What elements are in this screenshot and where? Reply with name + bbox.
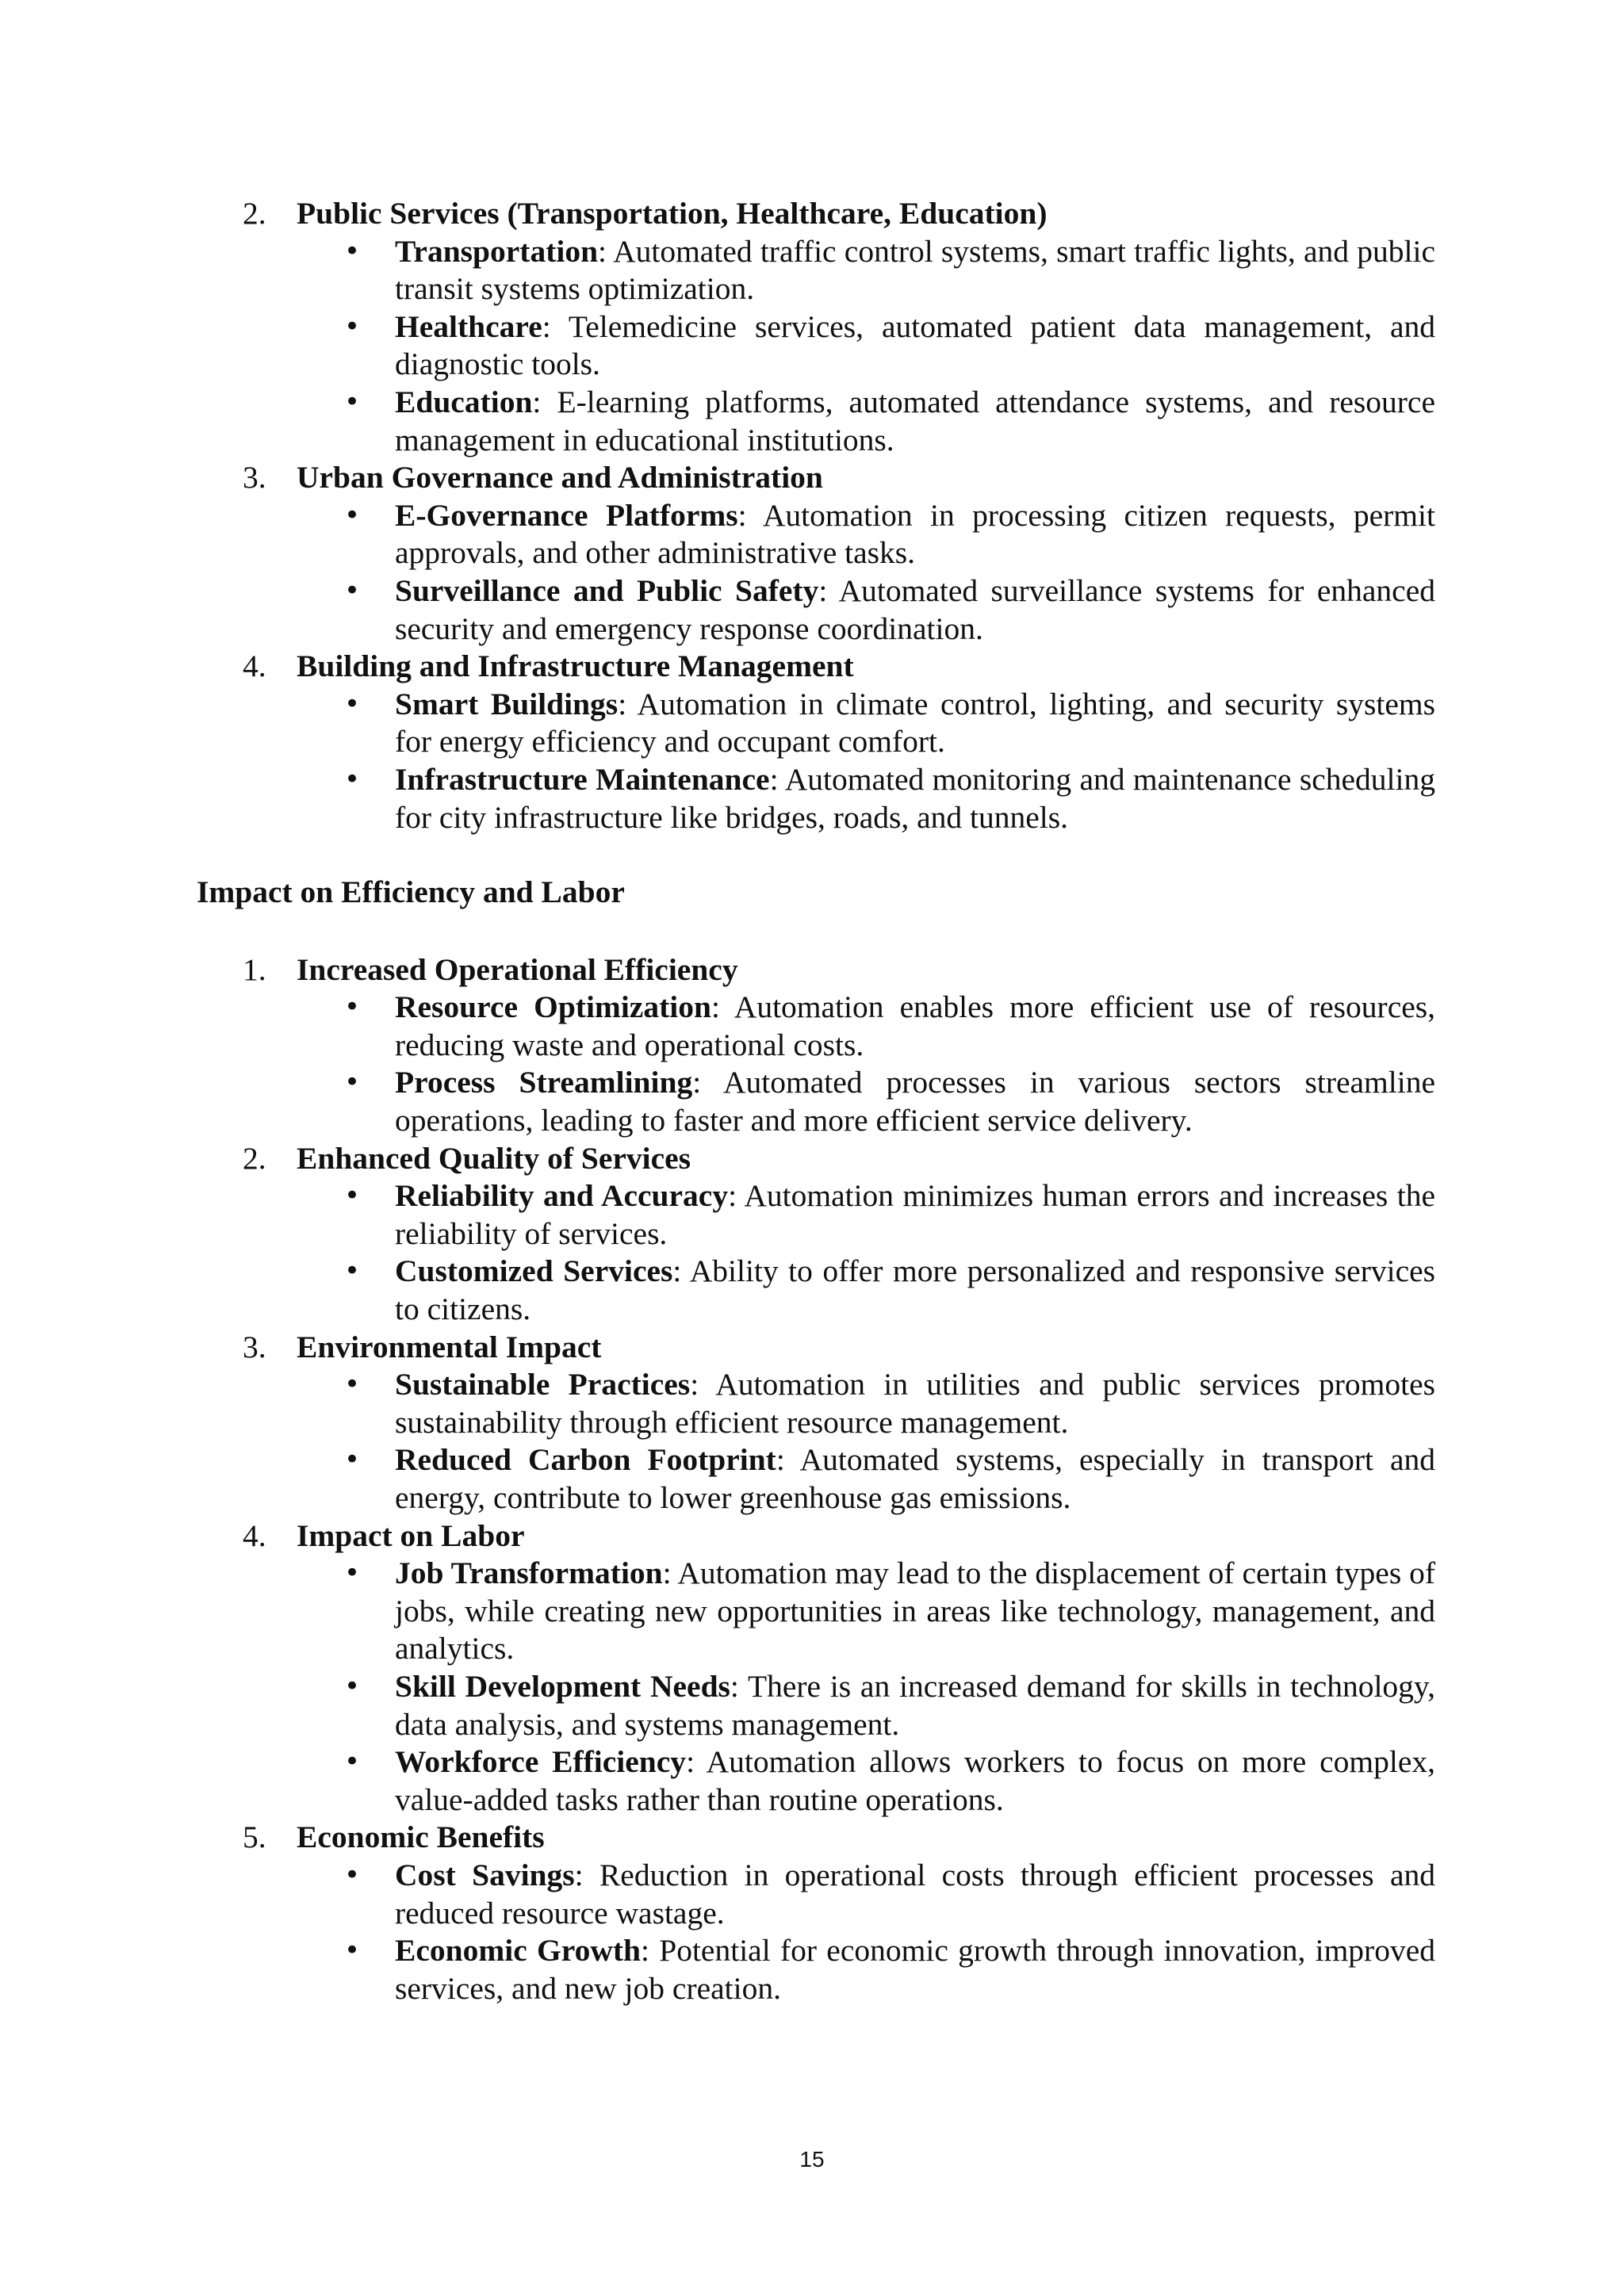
bullet-icon: • — [344, 1180, 361, 1212]
bullet-item — [297, 572, 1435, 648]
bullet-icon: • — [344, 991, 361, 1024]
bullet-item — [297, 1857, 1435, 1932]
bullet-item — [297, 1253, 1435, 1328]
bullet-list — [297, 989, 1435, 1139]
bullet-term: Economic Growth — [395, 1933, 641, 1969]
bullet-list — [297, 1366, 1435, 1517]
bullet-term: Skill Development Needs — [395, 1668, 730, 1704]
bullet-term: Customized Services — [395, 1253, 673, 1289]
bullet-term: Cost Savings — [395, 1857, 575, 1892]
numbered-list-item — [197, 951, 1435, 1140]
bullet-description: : Automated surveillance systems for enhanced security and emergency response coordination. — [395, 572, 1435, 646]
bullet-term: Reliability and Accuracy — [395, 1178, 729, 1214]
bullet-item — [297, 1555, 1435, 1668]
bullet-term: Smart Buildings — [395, 686, 619, 721]
bullet-list — [297, 497, 1435, 648]
bullet-icon: • — [344, 1670, 361, 1702]
bullet-list — [297, 1177, 1435, 1328]
bullet-list — [297, 1555, 1435, 1819]
bullet-item — [297, 1366, 1435, 1441]
bullet-item — [297, 1177, 1435, 1253]
list-item-title: Impact on Labor — [297, 1517, 525, 1553]
bullet-term: Infrastructure Maintenance — [395, 761, 770, 797]
list-item-number: 3. — [243, 1329, 266, 1364]
bullet-item — [297, 761, 1435, 836]
list-item-title: Environmental Impact — [297, 1329, 602, 1364]
list-item-number: 1. — [243, 951, 266, 987]
bullet-description: : Automation allows workers to focus on more complex, value-added tasks rather than routine operations. — [395, 1744, 1435, 1817]
numbered-list-impact — [197, 951, 1435, 2008]
bullet-item — [297, 1932, 1435, 2007]
section-heading: Impact on Efficiency and Labor — [197, 874, 625, 910]
bullet-item — [297, 989, 1435, 1064]
numbered-list-item — [197, 1140, 1435, 1329]
bullet-icon: • — [344, 1557, 361, 1590]
bullet-description: : There is an increased demand for skills in technology, data analysis, and systems management. — [395, 1668, 1435, 1742]
list-item-title: Urban Governance and Administration — [297, 460, 823, 496]
list-item-number: 5. — [243, 1820, 266, 1855]
bullet-list — [297, 686, 1435, 836]
bullet-description: : Automation in utilities and public services promotes sustainability through efficient resource management. — [395, 1367, 1435, 1440]
bullet-icon: • — [344, 499, 361, 531]
bullet-description: : Automated systems, especially in transport and energy, contribute to lower greenhouse gas emissions. — [395, 1442, 1435, 1515]
bullet-description: : Ability to offer more personalized and responsive services to citizens. — [395, 1253, 1436, 1327]
bullet-item — [297, 384, 1435, 459]
bullet-icon: • — [344, 1858, 361, 1891]
bullet-icon: • — [344, 1255, 361, 1288]
bullet-description: : Automation enables more efficient use of resources, reducing waste and operational costs. — [395, 989, 1436, 1062]
bullet-term: Reduced Carbon Footprint — [395, 1442, 776, 1478]
bullet-term: E-Governance Platforms — [395, 497, 738, 533]
bullet-item — [297, 686, 1435, 761]
bullet-description: : Automated traffic control systems, smart traffic lights, and public transit systems optimization. — [395, 233, 1435, 307]
list-item-title: Increased Operational Efficiency — [297, 951, 738, 987]
bullet-icon: • — [344, 1746, 361, 1778]
bullet-term: Resource Optimization — [395, 989, 711, 1025]
bullet-icon: • — [344, 1066, 361, 1099]
numbered-list-item — [197, 1517, 1435, 1820]
bullet-term: Education — [395, 384, 533, 419]
bullet-description: : Potential for economic growth through innovation, improved services, and new job creation. — [395, 1933, 1435, 2006]
bullet-description: : E-learning platforms, automated attendance systems, and resource management in educational institutions. — [395, 384, 1435, 457]
bullet-description: : Telemedicine services, automated patient data management, and diagnostic tools. — [395, 308, 1435, 382]
bullet-term: Job Transformation — [395, 1556, 663, 1591]
bullet-list — [297, 233, 1435, 460]
bullet-list — [297, 1857, 1435, 2007]
list-item-number: 4. — [243, 1517, 266, 1553]
bullet-icon: • — [344, 235, 361, 267]
bullet-icon: • — [344, 763, 361, 795]
numbered-list-urban-services — [197, 195, 1435, 836]
bullet-item — [297, 308, 1435, 384]
list-item-number: 3. — [243, 460, 266, 496]
list-item-title: Enhanced Quality of Services — [297, 1140, 691, 1176]
bullet-icon: • — [344, 310, 361, 342]
bullet-icon: • — [344, 1444, 361, 1476]
bullet-term: Process Streamlining — [395, 1065, 693, 1100]
bullet-description: : Automated monitoring and maintenance scheduling for city infrastructure like bridges, roads, and tunnels. — [395, 761, 1435, 835]
list-item-title: Building and Infrastructure Management — [297, 649, 854, 684]
bullet-item — [297, 497, 1435, 572]
numbered-list-item — [197, 195, 1435, 459]
list-item-number: 2. — [243, 1140, 266, 1176]
bullet-icon: • — [344, 385, 361, 418]
bullet-term: Workforce Efficiency — [395, 1744, 687, 1780]
bullet-description: : Automation in processing citizen requests, permit approvals, and other administrative tasks. — [395, 497, 1435, 571]
bullet-item — [297, 1668, 1435, 1743]
bullet-description: : Automation in climate control, lighting, and security systems for energy efficiency and occupant comfort. — [395, 686, 1435, 760]
bullet-description: : Automated processes in various sectors streamline operations, leading to faster and more efficient service delivery. — [395, 1065, 1435, 1138]
page-content — [197, 195, 1435, 2007]
list-item-title: Public Services (Transportation, Healthcare, Education) — [297, 196, 1048, 231]
list-item-number: 2. — [243, 196, 266, 231]
numbered-list-item — [197, 459, 1435, 648]
bullet-icon: • — [344, 1368, 361, 1401]
numbered-list-item — [197, 1819, 1435, 2007]
bullet-icon: • — [344, 1934, 361, 1967]
bullet-term: Transportation — [395, 233, 599, 269]
list-item-number: 4. — [243, 649, 266, 684]
bullet-item — [297, 1743, 1435, 1819]
bullet-description: : Automation may lead to the displacement of certain types of jobs, while creating new opportunities in areas like technology, management, and analytics. — [395, 1556, 1435, 1667]
bullet-description: : Automation minimizes human errors and increases the reliability of services. — [395, 1178, 1435, 1251]
bullet-icon: • — [344, 574, 361, 607]
numbered-list-item — [197, 1329, 1435, 1517]
list-item-title: Economic Benefits — [297, 1820, 545, 1855]
bullet-term: Sustainable Practices — [395, 1367, 691, 1402]
bullet-item — [297, 1441, 1435, 1517]
bullet-term: Surveillance and Public Safety — [395, 572, 819, 608]
bullet-term: Healthcare — [395, 308, 542, 344]
bullet-description: : Reduction in operational costs through efficient processes and reduced resource wastage. — [395, 1857, 1435, 1931]
bullet-item — [297, 1064, 1435, 1139]
bullet-icon: • — [344, 687, 361, 720]
numbered-list-item — [197, 648, 1435, 836]
page-number: 15 — [799, 2147, 825, 2172]
bullet-item — [297, 233, 1435, 308]
